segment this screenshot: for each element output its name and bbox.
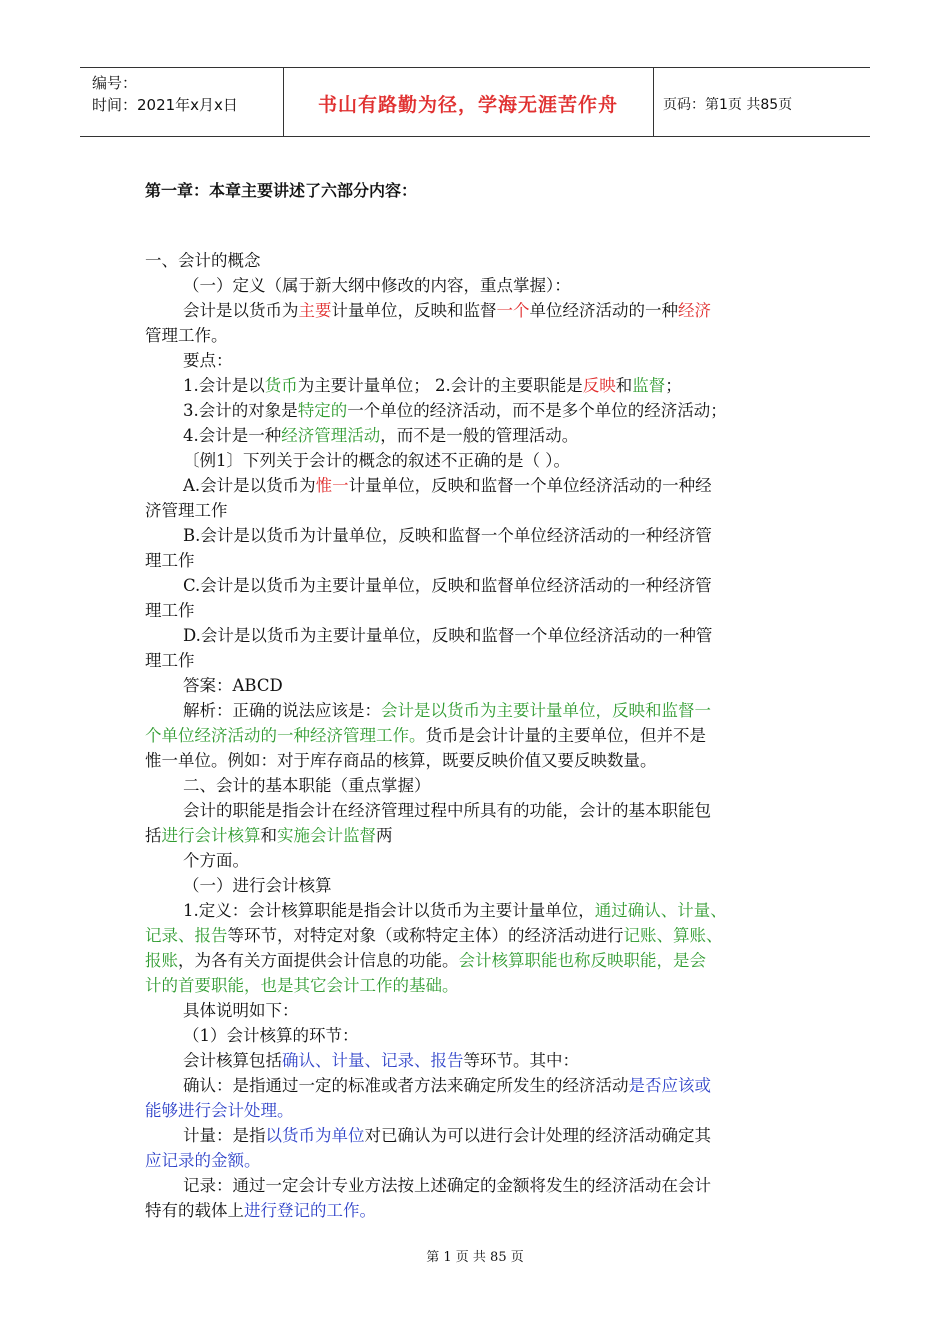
- paragraph-line: （1）会计核算的环节：: [183, 1026, 359, 1045]
- paragraph-line: 要点：: [183, 351, 233, 370]
- paragraph-line: （一）定义（属于新大纲中修改的内容，重点掌握）：: [183, 276, 571, 295]
- section-heading: 二、会计的基本职能（重点掌握）: [183, 776, 431, 795]
- paragraph-line: 会计核算包括确认、计量、记录、报告等环节。其中：: [183, 1051, 579, 1070]
- paragraph-line: 记录、报告等环节，对特定对象（或称特定主体）的经济活动进行记账、算账、: [145, 926, 723, 945]
- paragraph-line: 3.会计的对象是特定的一个单位的经济活动，而不是多个单位的经济活动；: [183, 401, 727, 420]
- paragraph-line: 个单位经济活动的一种经济管理工作。货币是会计计量的主要单位，但并不是: [145, 726, 706, 745]
- paragraph-line: 具体说明如下：: [183, 1001, 299, 1020]
- paragraph-line: 1.会计是以货币为主要计量单位； 2.会计的主要职能是反映和监督；: [183, 376, 682, 395]
- paragraph-line: 惟一单位。例如：对于库存商品的核算，既要反映价值又要反映数量。: [145, 751, 657, 770]
- subsection-heading: （一）进行会计核算: [183, 876, 332, 895]
- paragraph-line: 济管理工作: [145, 501, 228, 520]
- document-time-label: 时间：2021年x月x日: [92, 96, 238, 114]
- paragraph-line: B.会计是以货币为计量单位，反映和监督一个单位经济活动的一种经济管: [183, 526, 712, 545]
- paragraph-line: 理工作: [145, 551, 195, 570]
- paragraph-line: 管理工作。: [145, 326, 228, 345]
- chapter-heading: 第一章：本章主要讲述了六部分内容：: [145, 181, 418, 200]
- paragraph-line: 特有的载体上进行登记的工作。: [145, 1201, 376, 1220]
- paragraph-line: C.会计是以货币为主要计量单位，反映和监督单位经济活动的一种经济管: [183, 576, 712, 595]
- paragraph-line: 个方面。: [183, 851, 249, 870]
- paragraph-line: 计的首要职能，也是其它会计工作的基础。: [145, 976, 459, 995]
- paragraph-line: 〔例1〕下列关于会计的概念的叙述不正确的是（ ）。: [183, 451, 570, 470]
- header-meta: [92, 72, 238, 116]
- paragraph-line: 解析：正确的说法应该是：会计是以货币为主要计量单位，反映和监督一: [183, 701, 711, 720]
- paragraph-line: 答案：ABCD: [183, 676, 283, 695]
- page-footer: 第 1 页 共 85 页: [426, 1250, 524, 1265]
- paragraph-line: 会计的职能是指会计在经济管理过程中所具有的功能，会计的基本职能包: [183, 801, 711, 820]
- paragraph-line: 会计是以货币为主要计量单位，反映和监督一个单位经济活动的一种经济: [183, 301, 711, 320]
- header-page-info: 页码：第1页 共85页: [663, 97, 793, 113]
- paragraph-line: 应记录的金额。: [145, 1151, 261, 1170]
- paragraph-line: 括进行会计核算和实施会计监督两: [145, 826, 393, 845]
- paragraph-line: 记录：通过一定会计专业方法按上述确定的金额将发生的经济活动在会计: [183, 1176, 711, 1195]
- section-heading: 一、会计的概念: [145, 251, 261, 270]
- paragraph-line: D.会计是以货币为主要计量单位，反映和监督一个单位经济活动的一种管: [183, 626, 713, 645]
- paragraph-line: 理工作: [145, 651, 195, 670]
- paragraph-line: 能够进行会计处理。: [145, 1101, 294, 1120]
- document-body: [145, 178, 810, 1223]
- document-number-label: 编号：: [92, 74, 138, 92]
- paragraph-line: 确认：是指通过一定的标准或者方法来确定所发生的经济活动是否应该或: [183, 1076, 711, 1095]
- paragraph-line: 1.定义：会计核算职能是指会计以货币为主要计量单位，通过确认、计量、: [183, 901, 727, 920]
- header-motto: 书山有路勤为径，学海无涯苦作舟: [317, 94, 618, 116]
- header-divider: [653, 68, 654, 136]
- paragraph-line: A.会计是以货币为惟一计量单位，反映和监督一个单位经济活动的一种经: [183, 476, 712, 495]
- page-header: [80, 67, 870, 137]
- paragraph-line: 计量：是指以货币为单位对已确认为可以进行会计处理的经济活动确定其: [183, 1126, 711, 1145]
- paragraph-line: 报账，为各有关方面提供会计信息的功能。会计核算职能也称反映职能，是会: [145, 951, 706, 970]
- paragraph-line: 理工作: [145, 601, 195, 620]
- paragraph-line: 4.会计是一种经济管理活动，而不是一般的管理活动。: [183, 426, 579, 445]
